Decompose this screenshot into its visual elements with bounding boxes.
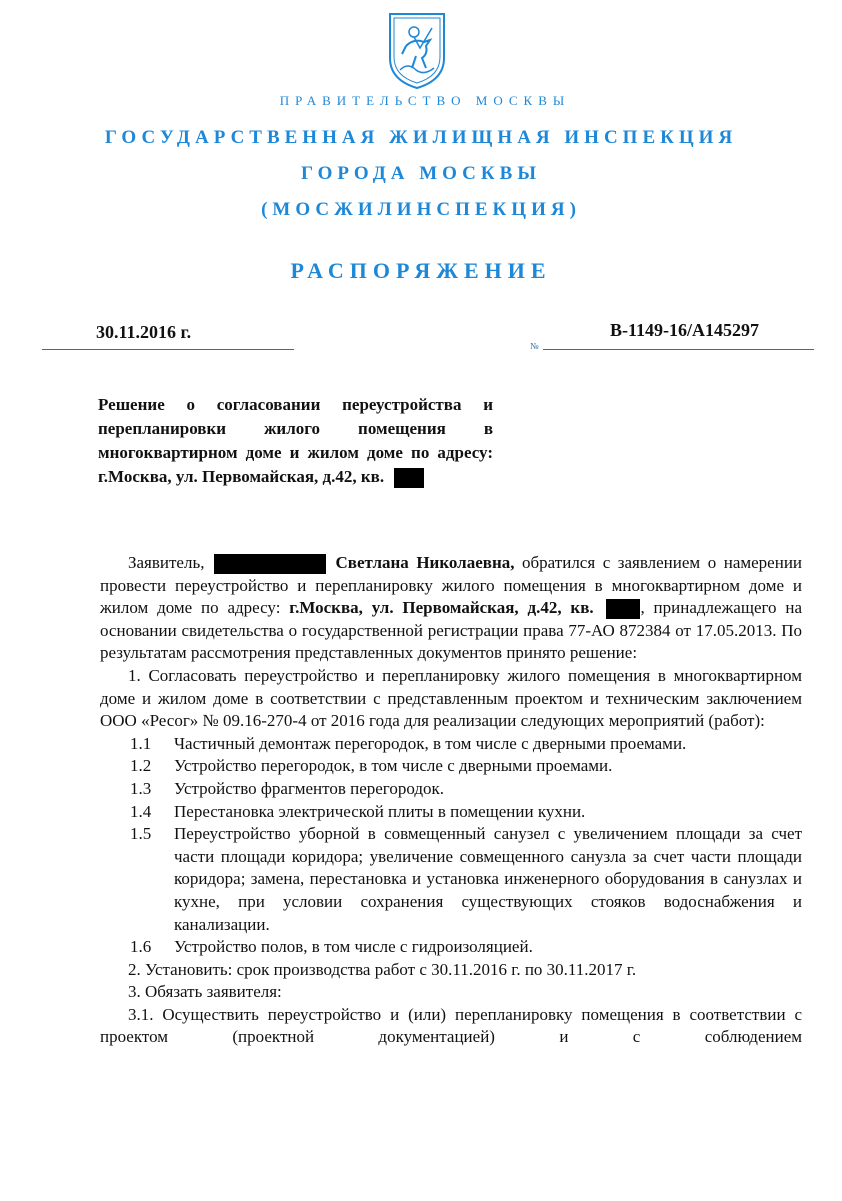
list-item-number: 1.6	[130, 937, 152, 957]
list-item	[100, 801, 802, 824]
list-item-number: 1.1	[130, 733, 152, 753]
redaction-block	[606, 599, 640, 619]
subject-text: Решение о согласовании переустройства и перепланировки жилого помещения в многоквартирном доме и жилом доме по адресу: г.Москва, ул. Первомайская, д.42,	[98, 395, 493, 486]
redaction-block	[394, 468, 424, 488]
list-item-number: 1.5	[130, 824, 152, 844]
inspection-title-line3: (МОСЖИЛИНСПЕКЦИЯ)	[261, 199, 581, 220]
list-item	[100, 755, 802, 778]
list-item	[100, 778, 802, 801]
list-item-number: 1.2	[130, 756, 152, 776]
number-label: №	[530, 341, 539, 351]
inspection-title-line1: ГОСУДАРСТВЕННАЯ ЖИЛИЩНАЯ ИНСПЕКЦИЯ	[104, 127, 738, 148]
inspection-title-line2: ГОРОДА МОСКВЫ	[300, 163, 542, 184]
document-number: В-1149-16/А145297	[610, 320, 760, 340]
list-item-text: Частичный демонтаж перегородок, в том числе с дверными проемами.	[174, 733, 687, 753]
intro-prefix: Заявитель,	[128, 553, 205, 572]
applicant-name: Светлана Николаевна,	[335, 553, 515, 572]
intro-text-2: , принадлежащего на основании свидетельства о государственной регистрации права 77-АО 872384 от 17.05.2013. По результатам рассмотрения представленных документов принято решение:	[100, 598, 802, 663]
document-body	[100, 552, 802, 1049]
list-item	[100, 936, 802, 959]
list-item-text: Устройство полов, в том числе с гидроизоляцией.	[174, 937, 533, 957]
subject-apartment-label: кв.	[360, 467, 385, 486]
document-type-title: РАСПОРЯЖЕНИЕ	[290, 258, 552, 283]
number-underline	[543, 349, 814, 350]
intro-text-1: обратился с заявлением о намерении провести переустройство и перепланировку жилого помещения в многоквартирном доме и жилом доме по адресу:	[100, 553, 803, 618]
address-bold: г.Москва, ул. Первомайская, д.42, кв.	[289, 598, 594, 618]
list-item-number: 1.4	[130, 801, 152, 821]
works-list	[100, 733, 802, 959]
list-item-text: Перестановка электрической плиты в помещении кухни.	[174, 801, 586, 821]
point-3-1: 3.1. Осуществить переустройство и (или) перепланировку помещения в соответствии с проектом (проектной документацией) и с соблюдением	[100, 1004, 802, 1047]
list-item-text: Устройство перегородок, в том числе с дверными проемами.	[174, 756, 613, 776]
list-item-text: Переустройство уборной в совмещенный санузел с увеличением площади за счет части площади коридора; увеличение совмещенного санузла за счет части площади коридора; замена, перестановка и установка инженерного оборудования в санузлах и кухне, при условии сохранения существующих стояков водоснабжения и канализации.	[174, 824, 802, 934]
document-date: 30.11.2016 г.	[96, 322, 192, 342]
government-header: ПРАВИТЕЛЬСТВО МОСКВЫ	[279, 93, 571, 108]
point-1: 1. Согласовать переустройство и перепланировку жилого помещения в многоквартирном доме и жилом доме в соответствии с представленным проектом и техническим заключением ООО «Ресог» № 09.16-270-4 от 2016 года для реализации следующих мероприятий (работ):	[100, 665, 802, 731]
document-subject	[98, 393, 493, 489]
list-item-text: Устройство фрагментов перегородок.	[174, 778, 445, 798]
list-item	[100, 733, 802, 756]
list-item-number: 1.3	[130, 778, 152, 798]
moscow-coat-of-arms-icon	[386, 10, 448, 90]
list-item	[100, 823, 802, 936]
point-3: 3. Обязать заявителя:	[128, 982, 282, 1002]
point-2: 2. Установить: срок производства работ с 30.11.2016 г. по 30.11.2017 г.	[128, 959, 637, 979]
intro-paragraph	[100, 552, 802, 665]
date-underline	[42, 349, 294, 350]
redaction-block	[214, 554, 326, 574]
